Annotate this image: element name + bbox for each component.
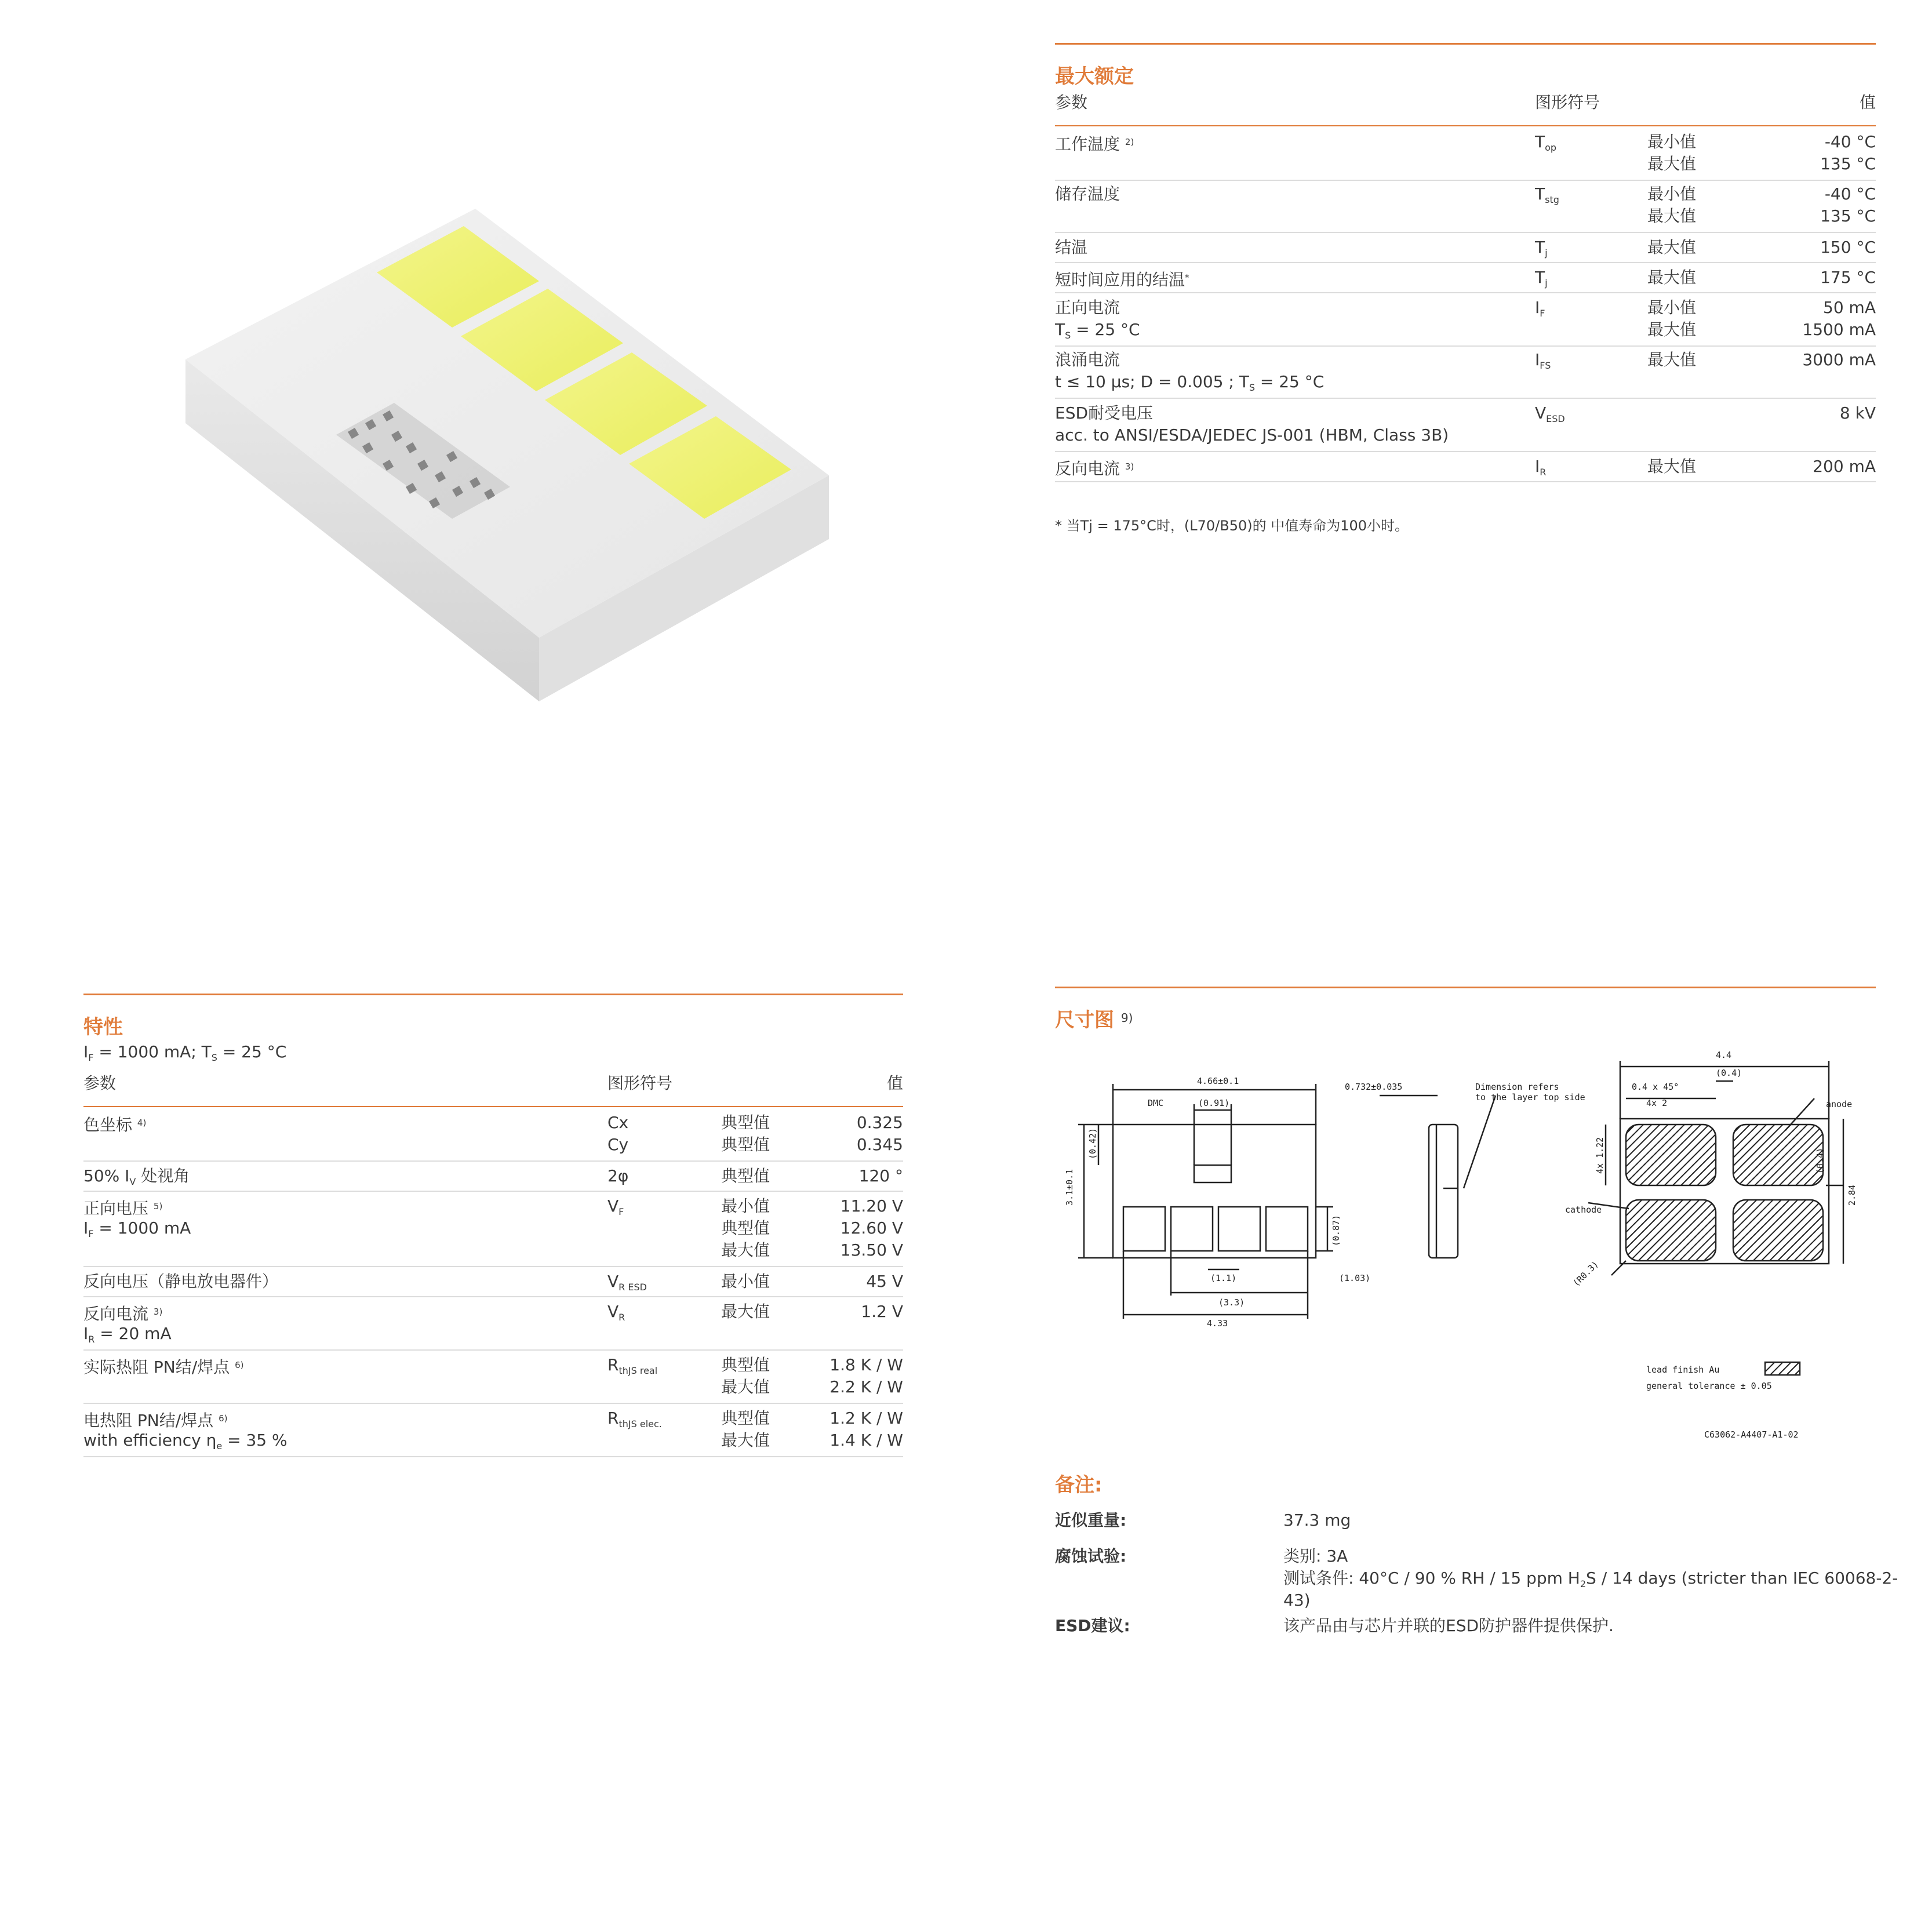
- dim-label: cathode: [1565, 1205, 1602, 1215]
- remark-value-corrosion-class: 类别: 3A: [1283, 1547, 1348, 1566]
- max-row-param: ESD耐受电压: [1055, 403, 1154, 423]
- max-ratings-head-symbol: 图形符号: [1535, 93, 1600, 112]
- char-row-value: 1.2 K / W: [829, 1409, 903, 1428]
- char-row-type: 最大值: [721, 1302, 770, 1321]
- dim-label: 4x 2: [1646, 1098, 1668, 1108]
- max-row-param: 储存温度: [1055, 184, 1120, 203]
- char-row-symbol: 2φ: [607, 1166, 629, 1185]
- char-row-type: 最小值: [721, 1196, 770, 1216]
- max-row-type: 最小值: [1647, 298, 1697, 317]
- max-row-type: 最大值: [1647, 268, 1697, 287]
- char-row-symbol: $R_{thJS elec.}$: [607, 1409, 662, 1429]
- row-separator: [1055, 451, 1876, 452]
- char-row-value: 12.60 V: [840, 1218, 903, 1238]
- char-row-symbol: $V_F$: [607, 1196, 624, 1217]
- char-row-param: 色坐标 $^{4)}$: [83, 1115, 147, 1134]
- max-row-value: -40 °C: [1824, 184, 1876, 203]
- row-separator: [83, 1191, 903, 1192]
- led-product-image: [162, 191, 858, 730]
- dim-label: anode: [1826, 1099, 1853, 1109]
- max-row-value: 50 mA: [1823, 298, 1876, 317]
- remark-value-weight: 37.3 mg: [1283, 1511, 1351, 1530]
- char-row-type: 典型值: [721, 1355, 770, 1374]
- remark-key-weight: 近似重量:: [1055, 1511, 1127, 1530]
- row-separator: [1055, 398, 1876, 399]
- max-row-symbol: $I_F$: [1535, 298, 1545, 319]
- char-row-symbol: $V_R$: [607, 1302, 625, 1323]
- max-row-value: -40 °C: [1824, 132, 1876, 151]
- remark-value-esd: 该产品由与芯片并联的ESD防护器件提供保护.: [1283, 1616, 1614, 1635]
- max-row-symbol: $T_j$: [1535, 268, 1548, 289]
- front-view-body: [1113, 1125, 1316, 1258]
- dimensions-top-rule: [1055, 987, 1876, 988]
- dim-drawing-code: C63062-A4407-A1-02: [1704, 1429, 1799, 1440]
- max-row-param: 浪涌电流: [1055, 350, 1120, 369]
- max-ratings-footnote: * 当Tj = 175°C时，(L70/B50)的 中值寿命为100小时。: [1055, 518, 1409, 534]
- max-row-type: 最大值: [1647, 350, 1697, 369]
- dim-label: (0.91): [1198, 1098, 1230, 1108]
- remarks-title: 备注:: [1055, 1473, 1103, 1497]
- max-ratings-head-value: 值: [1859, 93, 1876, 112]
- char-row-type: 典型值: [721, 1218, 770, 1238]
- dim-label: 2.84: [1847, 1184, 1857, 1206]
- char-row-param: 实际热阻 PN结/焊点 $^{6)}$: [83, 1358, 244, 1377]
- dim-label: 4.66±0.1: [1197, 1076, 1239, 1086]
- max-ratings-head-rule: [1055, 125, 1876, 126]
- row-separator: [1055, 292, 1876, 293]
- char-row-value: 1.8 K / W: [829, 1355, 903, 1374]
- dim-label: 4x 1.22: [1595, 1137, 1605, 1174]
- max-ratings-title: 最大额定: [1055, 65, 1134, 88]
- max-row-value: 1500 mA: [1802, 320, 1876, 339]
- dim-label: (1.1): [1210, 1273, 1237, 1283]
- row-separator: [83, 1160, 903, 1162]
- char-row-condition: $I_F = 1000$ mA: [83, 1218, 191, 1239]
- char-row-condition: $I_R = 20$ mA: [83, 1324, 172, 1345]
- char-row-condition: with efficiency $\eta_e = 35$ %: [83, 1431, 288, 1451]
- dim-label: Dimension refers: [1475, 1082, 1559, 1092]
- max-row-condition: t ≤ 10 µs; D = 0.005 ; $T_S = 25$ °C: [1055, 372, 1325, 393]
- char-row-param: 正向电压 $^{5)}$: [83, 1199, 163, 1218]
- max-row-type: 最大值: [1647, 457, 1697, 476]
- dim-label: 4.4: [1716, 1050, 1732, 1060]
- dimensions-title: 尺寸图 $^{9)}$: [1055, 1009, 1133, 1032]
- row-separator: [83, 1349, 903, 1351]
- char-row-type: 典型值: [721, 1166, 770, 1185]
- max-row-value: 135 °C: [1820, 154, 1876, 173]
- max-row-type: 最大值: [1647, 320, 1697, 339]
- row-separator: [1055, 262, 1876, 263]
- char-row-symbol: $R_{thJS real}$: [607, 1355, 658, 1376]
- char-row-param: 电热阻 PN结/焊点 $^{6)}$: [83, 1411, 228, 1430]
- char-row-value: 45 V: [866, 1272, 903, 1291]
- row-separator: [1055, 180, 1876, 181]
- max-row-condition: acc. to ANSI/ESDA/JEDEC JS-001 (HBM, Class 3B): [1055, 425, 1449, 445]
- row-separator: [1055, 345, 1876, 347]
- max-row-value: 135 °C: [1820, 206, 1876, 225]
- max-row-param: 正向电流: [1055, 298, 1120, 317]
- dim-label: 0.732±0.035: [1345, 1082, 1403, 1092]
- max-row-value: 200 mA: [1813, 457, 1876, 476]
- dim-label: 3.1±0.1: [1064, 1169, 1075, 1206]
- char-row-type: 典型值: [721, 1409, 770, 1428]
- dim-label: (0.4): [1716, 1068, 1742, 1078]
- dim-legend-lead: lead finish Au: [1646, 1365, 1720, 1375]
- char-row-value: 13.50 V: [840, 1240, 903, 1260]
- characteristics-head-value: 值: [886, 1074, 903, 1093]
- max-row-type: 最大值: [1647, 206, 1697, 225]
- char-row-type: 最大值: [721, 1431, 770, 1450]
- max-row-value: 8 kV: [1839, 403, 1876, 423]
- dim-label: (1.03): [1339, 1273, 1371, 1283]
- char-row-symbol: $V_{R ESD}$: [607, 1272, 647, 1293]
- characteristics-condition: $I_F = 1000$ mA; $T_S = 25$ °C: [83, 1042, 287, 1063]
- dim-label: (0.42): [1087, 1127, 1098, 1159]
- dim-label: 4.33: [1207, 1318, 1228, 1329]
- char-row-value: 2.2 K / W: [829, 1377, 903, 1396]
- max-row-type: 最大值: [1647, 238, 1697, 257]
- max-row-symbol: $T_{stg}$: [1535, 184, 1559, 205]
- char-row-value: 0.325: [856, 1113, 903, 1132]
- row-separator: [83, 1403, 903, 1404]
- max-row-symbol: $I_R$: [1535, 457, 1547, 478]
- char-row-type: 典型值: [721, 1135, 770, 1154]
- characteristics-head-param: 参数: [83, 1074, 117, 1093]
- char-row-type: 典型值: [721, 1113, 770, 1132]
- max-row-value: 175 °C: [1820, 268, 1876, 287]
- max-row-condition: $T_S = 25$ °C: [1055, 320, 1140, 341]
- char-row-type: 最大值: [721, 1240, 770, 1260]
- max-row-param: 工作温度 $^{2)}$: [1055, 134, 1134, 154]
- dim-label: 0.4 x 45°: [1632, 1082, 1679, 1092]
- max-ratings-head-param: 参数: [1055, 93, 1088, 112]
- dim-legend-tolerance: general tolerance ± 0.05: [1646, 1381, 1772, 1391]
- dim-label: DMC: [1148, 1098, 1164, 1108]
- max-row-type: 最小值: [1647, 132, 1697, 151]
- dimension-drawing: [1055, 1032, 1876, 1461]
- characteristics-top-rule: [83, 994, 903, 995]
- max-row-type: 最小值: [1647, 184, 1697, 203]
- dim-label: (0.87): [1331, 1214, 1341, 1246]
- max-row-value: 3000 mA: [1802, 350, 1876, 369]
- max-row-type: 最大值: [1647, 154, 1697, 173]
- max-row-param: 结温: [1055, 238, 1088, 257]
- char-row-type: 最大值: [721, 1377, 770, 1396]
- char-row-param: 50% $I_V$ 处视角: [83, 1166, 190, 1187]
- max-row-param: 反向电流 $^{3)}$: [1055, 459, 1134, 478]
- max-ratings-top-rule: [1055, 43, 1876, 45]
- row-separator: [1055, 481, 1876, 482]
- dim-label: to the layer top side: [1475, 1092, 1585, 1103]
- characteristics-head-symbol: 图形符号: [607, 1074, 673, 1093]
- max-row-symbol: $T_j$: [1535, 238, 1548, 259]
- char-row-value: 0.345: [856, 1135, 903, 1154]
- max-row-param: 短时间应用的结温*: [1055, 270, 1189, 289]
- characteristics-head-rule: [83, 1106, 903, 1107]
- char-row-param: 反向电压（静电放电器件）: [83, 1272, 279, 1291]
- char-row-symbol: Cy: [607, 1135, 629, 1154]
- remark-key-corrosion: 腐蚀试验:: [1055, 1547, 1127, 1566]
- max-row-value: 150 °C: [1820, 238, 1876, 257]
- remark-value-corrosion-cond-line3: 43): [1283, 1591, 1311, 1610]
- char-row-value: 11.20 V: [840, 1196, 903, 1216]
- max-row-symbol: $I_{FS}$: [1535, 350, 1551, 371]
- row-separator: [83, 1296, 903, 1297]
- characteristics-title: 特性: [83, 1016, 123, 1039]
- char-row-type: 最小值: [721, 1272, 770, 1291]
- remark-value-corrosion-cond: 测试条件: 40°C / 90 % RH / 15 ppm $H_2S / 14$ days (stricter than IEC 60068-2-: [1283, 1569, 1898, 1589]
- row-separator: [83, 1266, 903, 1267]
- char-row-value: 1.4 K / W: [829, 1431, 903, 1450]
- row-separator: [83, 1456, 903, 1457]
- char-row-param: 反向电流 $^{3)}$: [83, 1304, 163, 1323]
- max-row-symbol: $V_{ESD}$: [1535, 403, 1565, 424]
- char-row-value: 120 °: [858, 1166, 903, 1185]
- char-row-value: 1.2 V: [861, 1302, 903, 1321]
- dim-label: (0.4): [1815, 1147, 1825, 1174]
- remark-key-esd: ESD建议:: [1055, 1616, 1130, 1635]
- dim-label: (R0.3): [1571, 1258, 1601, 1289]
- row-separator: [1055, 232, 1876, 233]
- char-row-symbol: Cx: [607, 1113, 629, 1132]
- dim-label: (3.3): [1218, 1297, 1245, 1308]
- max-row-symbol: $T_{op}$: [1535, 132, 1557, 153]
